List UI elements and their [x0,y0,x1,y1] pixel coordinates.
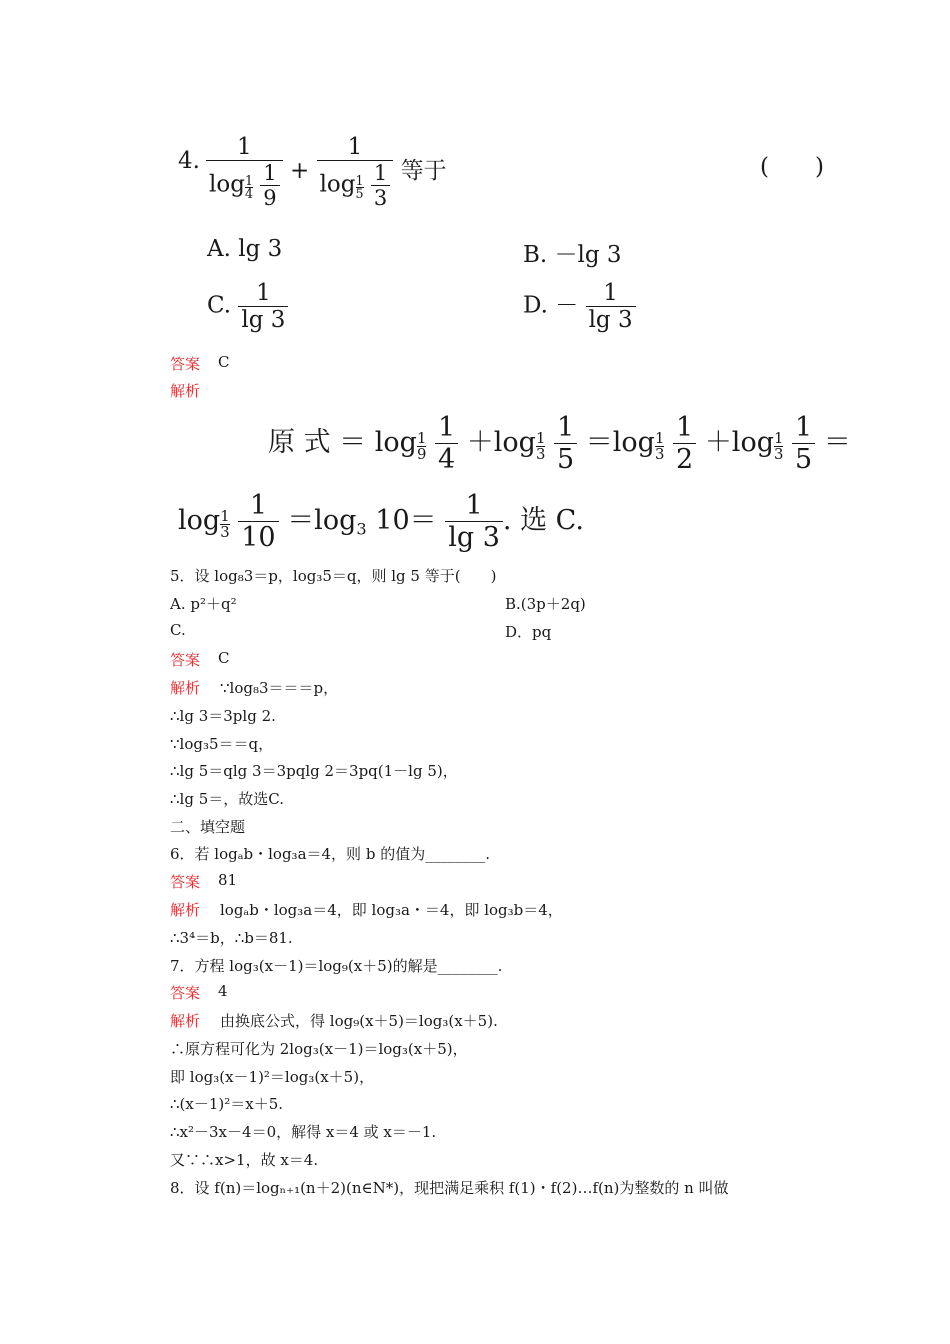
q7-analysis-line-1: 由换底公式，得 log₉(x＋5)＝log₃(x＋5). [220,1012,498,1030]
q5-analysis-line-5: ∴lg 5＝，故选C. [170,790,284,808]
q4-plus: + [289,158,310,184]
q7-analysis-line-4: ∴(x－1)²＝x＋5. [170,1095,284,1113]
q6-stem: 6．若 logₐb・log₃a＝4，则 b 的值为________. [170,845,490,863]
q7-analysis-line-6: 又∵∴x>1，故 x＝4. [170,1151,319,1169]
q6-answer-value: 81 [218,871,238,889]
q4-answer-label: 答案 [170,355,201,373]
q7-stem: 7．方程 log₃(x－1)＝log₉(x＋5)的解是________. [170,957,503,975]
q8-stem: 8．设 f(n)＝logₙ₊₁(n＋2)(n∈N*)，现把满足乘积 f(1)・f(2)…f(n)为整数的 n 叫做 [170,1179,729,1197]
q5-analysis-label: 解析 [170,679,201,697]
q5-answer-label: 答案 [170,651,201,669]
section-2-title: 二、填空题 [170,818,246,836]
q4-fraction-2: 1 log $\frac{1}{5}$ $\frac{1}{3}$ [317,134,394,210]
q4-solution-line-2: log $\frac{1}{3}$ $\frac{1}{10}$ $=\log_3$ 10＝ $\frac{1}{\lg 3}$ . 选 C. [178,490,584,553]
q4-option-c: C. $\frac{1}{\lg 3}$ [207,280,288,333]
q4-tail: 等于 [400,158,447,184]
q4-option-a: A. lg 3 [207,236,283,262]
q6-analysis-line-2: ∴3⁴＝b，∴b＝81. [170,929,293,947]
q5-option-a: A. p²＋q² [170,595,237,613]
q5-analysis-line-1: ∵log₈3＝＝＝p， [220,679,339,697]
q4-fraction-1: 1 log $\frac{1}{4}$ $\frac{1}{9}$ [206,134,283,210]
q5-stem: 5．设 log₈3＝p，log₃5＝q，则 lg 5 等于( ) [170,567,497,585]
q5-analysis-line-4: ∴lg 5＝qlg 3＝3pqlg 2＝3pq(1－lg 5)， [170,762,458,780]
q4-solution-line-1: 原 式 ＝ log $\frac{1}{9}$ $\frac{1}{4}$ ＋log $\frac{1}{3}$ $\frac{1}{5}$ ＝log $\frac{1}{3}$ $\frac{1}{2}$ ＋log $\frac{1}{3}$ $\frac{1}{5}$ ＝ [268,412,851,475]
q5-analysis-line-2: ∴lg 3＝3plg 2. [170,707,276,725]
q7-answer-label: 答案 [170,984,201,1002]
q7-analysis-line-5: ∴x²－3x－4＝0，解得 x＝4 或 x＝－1. [170,1123,437,1141]
q4-expression [206,134,447,210]
q7-analysis-line-2: ∴原方程可化为 2log₃(x－1)＝log₃(x＋5)， [170,1040,468,1058]
q5-analysis-line-3: ∵log₃5＝＝q， [170,735,274,753]
q4-bracket: ( ) [760,154,824,180]
q4-number: 4. [178,148,200,174]
q5-answer-value: C [218,649,230,667]
q6-answer-label: 答案 [170,873,201,891]
q7-answer-value: 4 [218,982,228,1000]
q4-option-b: B. －lg 3 [523,242,622,268]
q4-answer-value: C [218,353,230,371]
q6-analysis-label: 解析 [170,901,201,919]
q5-option-d: D．pq [505,623,552,641]
q6-analysis-line-1: logₐb・log₃a＝4，即 log₃a・＝4，即 log₃b＝4， [220,901,563,919]
q4-analysis-label: 解析 [170,382,201,400]
q7-analysis-label: 解析 [170,1012,201,1030]
q5-option-b: B.(3p＋2q) [505,595,586,613]
q5-option-c: C. [170,621,186,639]
q4-option-d: D. － $\frac{1}{\lg 3}$ [523,280,636,333]
q7-analysis-line-3: 即 log₃(x－1)²＝log₃(x＋5)， [170,1068,375,1086]
